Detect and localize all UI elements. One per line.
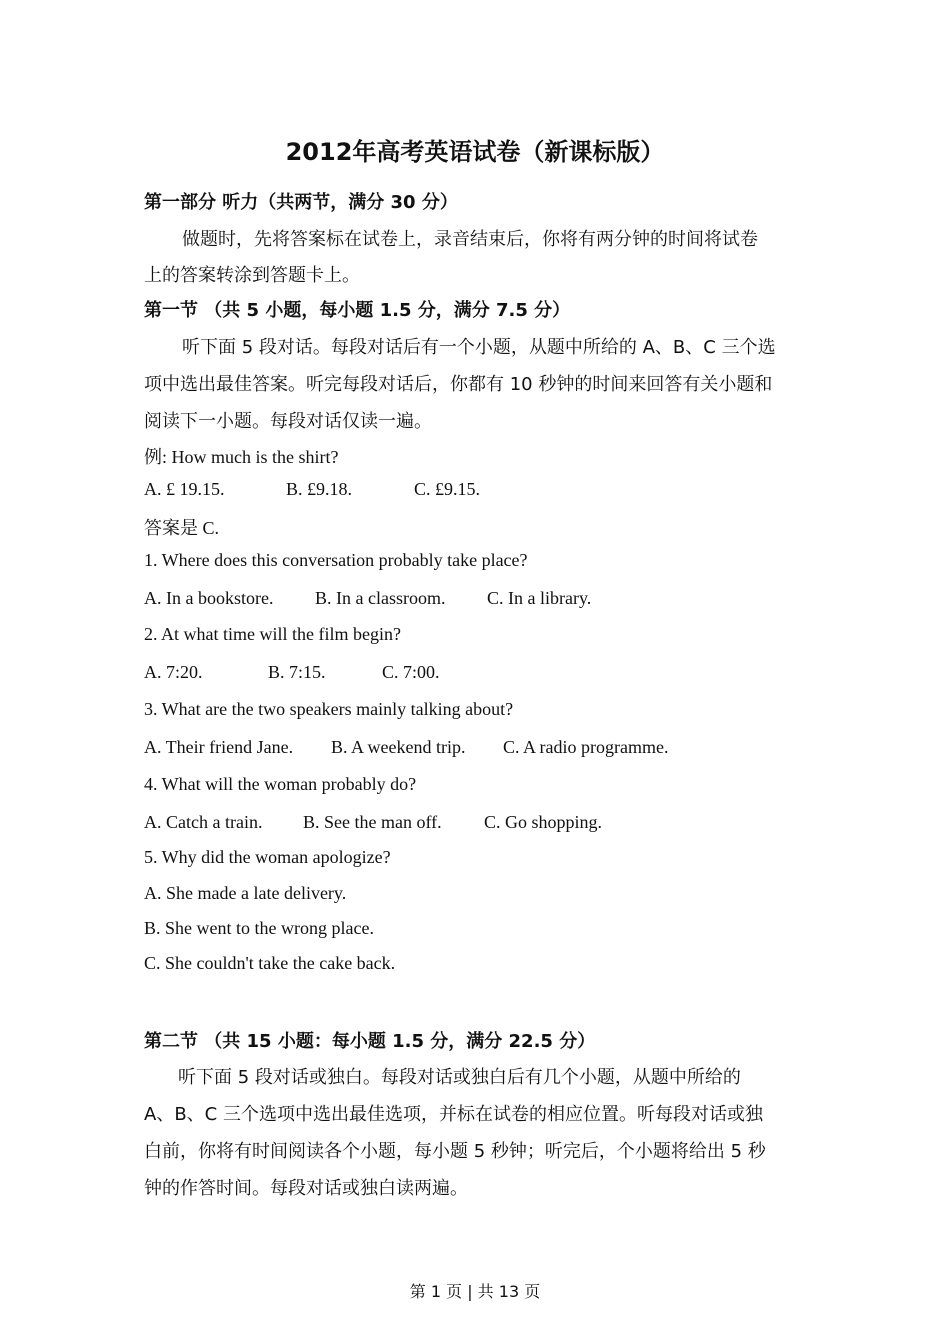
question-1-option-a: A. In a bookstore.: [144, 588, 274, 608]
example-option-c: C. £9.15.: [414, 479, 481, 499]
section2-para-line2: A、B、C 三个选项中选出最佳选项，并标在试卷的相应位置。听每段对话或独: [144, 1104, 763, 1125]
example-option-b: B. £9.18.: [286, 479, 353, 499]
question-4-option-b: B. See the man off.: [303, 812, 442, 832]
section1-para-line2: 项中选出最佳答案。听完每段对话后，你都有 10 秒钟的时间来回答有关小题和: [144, 374, 773, 395]
page-footer: 第 1 页 | 共 13 页: [409, 1282, 541, 1301]
question-1-option-b: B. In a classroom.: [315, 588, 446, 608]
part1-heading: 第一部分 听力（共两节，满分 30 分）: [144, 192, 458, 213]
section2-para-line3: 白前，你将有时间阅读各个小题，每小题 5 秒钟；听完后，个小题将给出 5 秒: [144, 1141, 766, 1162]
question-3-option-a: A. Their friend Jane.: [144, 737, 294, 757]
part1-intro-line1: 做题时，先将答案标在试卷上，录音结束后，你将有两分钟的时间将试卷: [182, 229, 758, 250]
example-answer: 答案是 C.: [144, 518, 220, 538]
question-1: 1. Where does this conversation probably take place?: [144, 550, 528, 570]
question-4-option-a: A. Catch a train.: [144, 812, 263, 832]
section1-para-line1: 听下面 5 段对话。每段对话后有一个小题，从题中所给的 A、B、C 三个选: [182, 337, 776, 358]
question-5-option-c: C. She couldn't take the cake back.: [144, 953, 396, 973]
question-5: 5. Why did the woman apologize?: [144, 847, 391, 867]
document-title: 2012年高考英语试卷（新课标版）: [285, 138, 665, 166]
section1-heading: 第一节 （共 5 小题，每小题 1.5 分，满分 7.5 分）: [144, 300, 571, 321]
question-3: 3. What are the two speakers mainly talking about?: [144, 699, 514, 719]
section2-para-line4: 钟的作答时间。每段对话或独白读两遍。: [144, 1178, 468, 1199]
section2-para-line1: 听下面 5 段对话或独白。每段对话或独白后有几个小题，从题中所给的: [178, 1067, 741, 1088]
question-2: 2. At what time will the film begin?: [144, 624, 401, 644]
section2-heading: 第二节 （共 15 小题：每小题 1.5 分，满分 22.5 分）: [144, 1031, 596, 1052]
question-2-option-c: C. 7:00.: [382, 662, 440, 682]
question-2-option-a: A. 7:20.: [144, 662, 203, 682]
question-4: 4. What will the woman probably do?: [144, 774, 417, 794]
example-question: 例: How much is the shirt?: [144, 447, 339, 467]
question-3-option-b: B. A weekend trip.: [331, 737, 466, 757]
question-5-option-a: A. She made a late delivery.: [144, 883, 347, 903]
question-2-option-b: B. 7:15.: [268, 662, 326, 682]
example-option-a: A. £ 19.15.: [144, 479, 225, 499]
question-5-option-b: B. She went to the wrong place.: [144, 918, 374, 938]
question-1-option-c: C. In a library.: [487, 588, 592, 608]
part1-intro-line2: 上的答案转涂到答题卡上。: [144, 265, 360, 286]
section1-para-line3: 阅读下一小题。每段对话仅读一遍。: [144, 411, 432, 432]
question-4-option-c: C. Go shopping.: [484, 812, 603, 832]
question-3-option-c: C. A radio programme.: [503, 737, 669, 757]
